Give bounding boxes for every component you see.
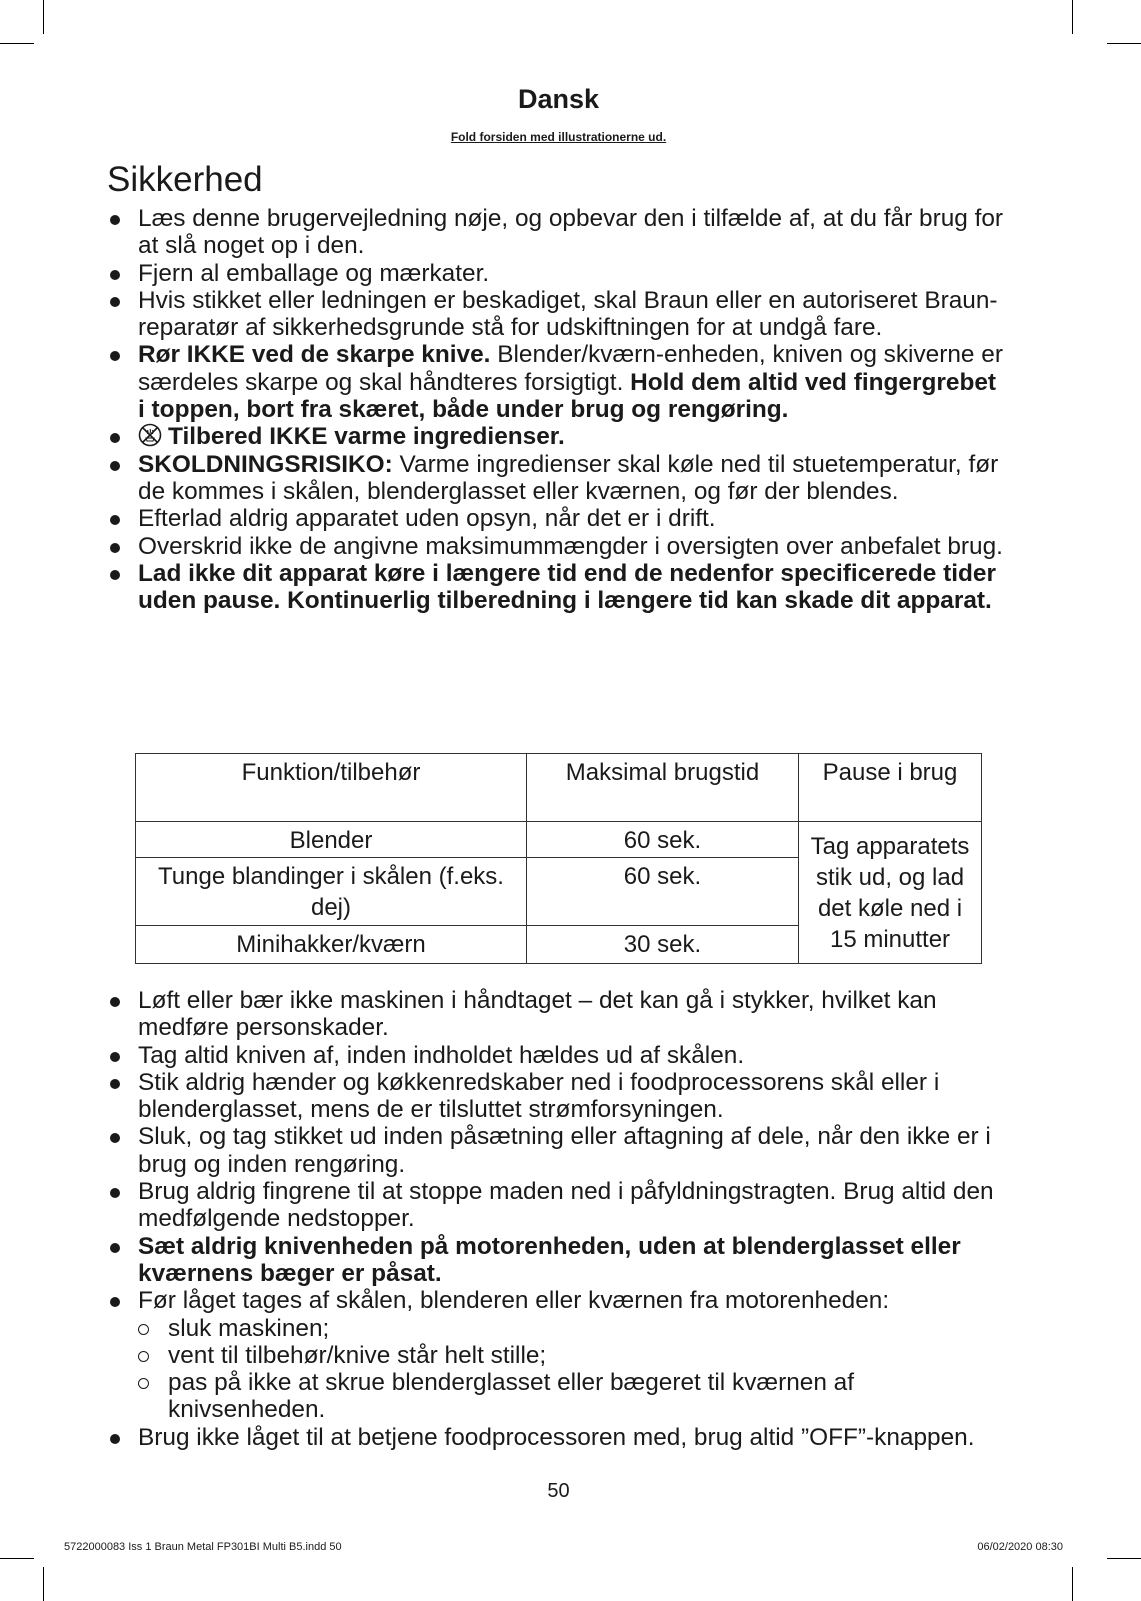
list-item-text: Sluk, og tag stikket ud inden påsætning eller aftagning af dele, når den ikke er i brug og inden rengøring. [138,1123,991,1178]
list-item [108,341,1008,423]
bold-text: Sæt aldrig knivenheden på motorenheden, uden at blenderglasset eller kværnens bæger er påsat. [138,1232,961,1287]
bold-text: Tilbered IKKE varme ingredienser. [168,423,565,451]
sub-list-item: sluk maskinen; [138,1315,1008,1342]
table-cell-time: 60 sek. [527,822,799,858]
crop-mark [1072,1567,1073,1601]
crop-mark [1107,1558,1141,1559]
list-item [108,1042,1008,1069]
list-item-text: Læs denne brugervejledning nøje, og opbevar den i tilfælde af, at du får brug for at slå noget op i den. [138,205,1004,260]
table-cell-time: 30 sek. [527,926,799,964]
table-cell-pause: Tag apparatets stik ud, og lad det køle ned i 15 minutter [799,822,982,964]
language-heading: Dansk [517,84,600,114]
crop-mark [0,1558,34,1559]
list-item [108,287,1008,342]
safety-list-bottom [108,987,1008,1451]
list-item [108,533,1008,560]
crop-mark [1072,0,1073,34]
list-item [108,505,1008,532]
list-item [108,451,1008,506]
list-item [108,1123,1008,1178]
no-hot-ingredients-icon [138,423,162,447]
list-item-text: Fjern al emballage og mærkater. [138,259,490,287]
list-item-text: Løft eller bær ikke maskinen i håndtaget – det kan gå i stykker, hvilket kan medføre personskader. [138,987,937,1042]
safety-list-top [108,205,1008,614]
list-item-text: Før låget tages af skålen, blenderen eller kværnen fra motorenheden: [138,1287,890,1315]
list-item [108,1069,1008,1124]
fold-note: Fold forsiden med illustrationerne ud. [450,130,667,144]
list-item [108,423,1008,450]
list-item-text: Blender/kværn-enheden, kniven og skiverne er særdeles skarpe og skal håndteres forsigtigt. [138,341,1003,396]
sub-list-item: vent til tilbehør/knive står helt stille; [138,1342,1008,1369]
table-cell-function: Minihakker/kværn [136,926,527,964]
bold-text: SKOLDNINGSRISIKO: [138,450,393,478]
bold-text: Hold dem altid ved fingergrebet i toppen, bort fra skæret, både under brug og rengøring. [138,368,997,424]
list-item-text: Tag altid kniven af, inden indholdet hældes ud af skålen. [138,1041,745,1069]
list-item [108,260,1008,287]
list-item-text: Varme ingredienser skal køle ned til stuetemperatur, før de kommes i skålen, blenderglasset eller kværnen, og før der blendes. [138,450,999,505]
list-item [108,560,1008,615]
list-item [108,1233,1008,1288]
footer-date: 06/02/2020 08:30 [977,1541,1063,1553]
table-cell-function: Blender [136,822,527,858]
list-item [108,1178,1008,1233]
crop-mark [1107,43,1141,44]
list-item [108,1424,1008,1451]
crop-mark [43,0,44,34]
crop-mark [0,43,34,44]
list-item-text: Stik aldrig hænder og køkkenredskaber ned i foodprocessorens skål eller i blenderglasset, mens de er tilsluttet strømforsyningen. [138,1068,940,1124]
table-cell-function: Tunge blandinger i skålen (f.eks. dej) [136,858,527,926]
sub-list-item: pas på ikke at skrue blenderglasset eller bægeret til kværnen af knivsenheden. [138,1369,1008,1424]
page-number: 50 [547,1480,570,1502]
section-title: Sikkerhed [107,160,263,199]
table-header-cell: Maksimal brugstid [527,754,799,822]
bold-text: Rør IKKE ved de skarpe knive. [138,341,491,369]
list-item-text: Brug ikke låget til at betjene foodprocessoren med, brug altid ”OFF”-knappen. [138,1423,975,1451]
list-item [108,1287,1008,1423]
table-header-cell: Pause i brug [799,754,982,822]
list-item-text: Efterlad aldrig apparatet uden opsyn, når det er i drift. [138,505,716,533]
footer-file-info: 5722000083 Iss 1 Braun Metal FP301BI Multi B5.indd 50 [64,1541,342,1553]
table-row [136,822,982,858]
table-header-row [136,754,982,822]
bold-text: Lad ikke dit apparat køre i længere tid end de nedenfor specificerede tider uden pause. Kontinuerlig tilberedning i længere tid kan skade dit apparat. [138,559,996,615]
list-item-text: Hvis stikket eller ledningen er beskadiget, skal Braun eller en autoriseret Braun-reparatør af sikkerhedsgrunde stå for udskiftningen for at undgå fare. [138,286,998,342]
list-item [108,987,1008,1042]
list-item [108,205,1008,260]
table-header-cell: Funktion/tilbehør [136,754,527,822]
list-item-text: Brug aldrig fingrene til at stoppe maden ned i påfyldningstragten. Brug altid den medfølgende nedstopper. [138,1178,994,1233]
usage-time-table [135,753,982,964]
list-item-text: Overskrid ikke de angivne maksimummængder i oversigten over anbefalet brug. [138,532,1003,560]
sub-list [138,1315,1008,1424]
crop-mark [43,1567,44,1601]
table-cell-time: 60 sek. [527,858,799,926]
